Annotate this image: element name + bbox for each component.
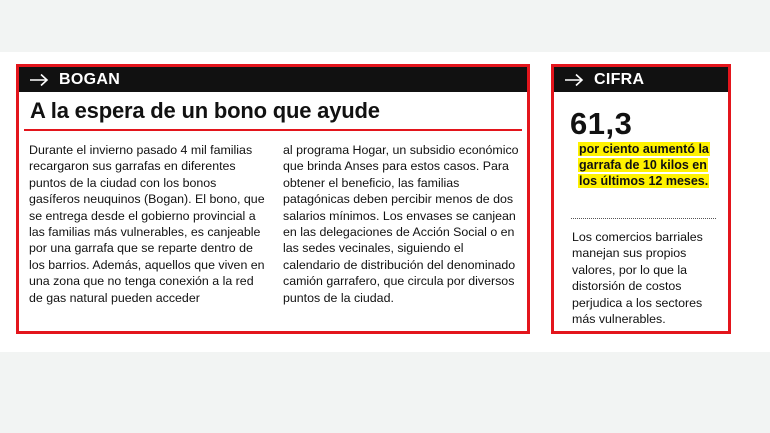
cifra-body [572, 229, 717, 327]
cifra-body-text: Los comercios barriales manejan sus propios valores, por lo que la distorsión de costos perjudica a los sectores más vulnerables. [572, 230, 703, 327]
bogan-column-1 [29, 142, 265, 306]
bogan-headline-row [24, 92, 522, 131]
bogan-column-1-text: Durante el invierno pasado 4 mil familias recargaron sus garrafas en diferentes puntos de la ciudad con los bonos gasíferos neuquinos (Bogan). El bono, que se entrega desde el gobierno provincial a las familias más vulnerables, es canjeable por una garrafa que se reparte dentro de los barrios. Además, aquellos que viven en una zona que no tenga conexión a la red de gas natural pueden acceder [29, 143, 265, 305]
bogan-columns [29, 142, 519, 306]
arrow-right-icon [29, 73, 49, 87]
cifra-highlight-text: por ciento aumentó la garrafa de 10 kilos en los últimos 12 meses. [579, 142, 709, 189]
bogan-box [16, 64, 530, 334]
bogan-tag-bar [19, 67, 527, 92]
cifra-box [551, 64, 731, 334]
dotted-divider [571, 218, 716, 219]
cifra-tag-bar [554, 67, 728, 92]
bogan-column-2 [283, 142, 519, 306]
cifra-highlight [578, 141, 728, 190]
bogan-column-2-text: al programa Hogar, un subsidio económico que brinda Anses para estos casos. Para obtener el beneficio, las familias patagónicas deben percibir menos de dos salarios mínimos. Los envases se canjean en las delegaciones de Acción Social o en las sedes vecinales, siguiendo el calendario de distribución del denominado camión garrafero, que circula por diversos puntos de la ciudad. [283, 143, 519, 305]
cifra-tag-label: CIFRA [594, 70, 645, 88]
cifra-number: 61,3 [570, 106, 633, 141]
bogan-tag-label: BOGAN [59, 70, 121, 88]
bogan-headline: A la espera de un bono que ayude [30, 97, 380, 123]
arrow-right-icon [564, 73, 584, 87]
